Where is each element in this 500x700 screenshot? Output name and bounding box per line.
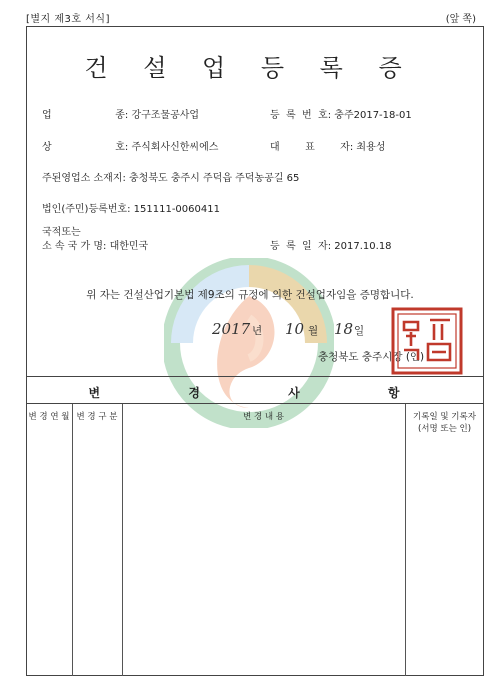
field-label: 등 록 번 호:: [270, 110, 332, 121]
field-nationality-heading: [42, 223, 81, 238]
column-divider: [122, 404, 123, 676]
field-value: 최용성: [356, 142, 386, 153]
page-side-label: (앞 쪽): [445, 14, 476, 25]
field-value: 충청북도 충주시 주덕읍 주덕농공길 65: [129, 173, 300, 184]
column-header-change-type: 변 경 구 분: [76, 412, 118, 422]
field-label: 업 종:: [42, 110, 129, 121]
column-header-change-content: 변 경 내 용: [243, 412, 284, 422]
changes-header-divider: [26, 403, 484, 404]
issuer-name: 충청북도 충주시장 (인): [318, 351, 425, 363]
year-unit: 년: [252, 325, 263, 337]
field-label: 등 록 일 자:: [270, 241, 332, 252]
field-registration-date: [270, 237, 392, 252]
field-business-type: [42, 106, 199, 121]
field-registration-number: [270, 106, 412, 121]
field-value: 대한민국: [109, 241, 149, 252]
field-value: 2017.10.18: [334, 241, 392, 252]
field-label: 대 표 자:: [270, 142, 354, 153]
column-divider: [405, 404, 406, 676]
field-value: 충주2017-18-01: [334, 110, 412, 121]
field-value: 강구조물공사업: [131, 110, 200, 121]
column-header-recorder: 기록일 및 기록자: [413, 412, 476, 422]
field-corporate-number: [42, 200, 220, 215]
field-label: 소 속 국 가 명:: [42, 241, 107, 252]
day-unit: 일: [354, 325, 365, 337]
certification-statement: 위 자는 건설산업기본법 제9조의 규정에 의한 건설업자임을 증명합니다.: [86, 289, 414, 301]
form-number-label: [별지 제3호 서식]: [26, 14, 110, 25]
field-label: 주된영업소 소재지:: [42, 173, 126, 184]
field-representative: [270, 138, 385, 153]
issue-year: 2017: [212, 320, 251, 338]
issue-month: 10: [285, 320, 305, 338]
field-label: 국적또는: [42, 227, 81, 238]
field-office-address: [42, 169, 299, 184]
certificate-title: 건 설 업 등 록 증: [84, 54, 416, 82]
field-label: 상 호:: [42, 142, 129, 153]
field-value: 151111-0060411: [133, 204, 220, 215]
field-value: 주식회사신한씨에스: [131, 142, 219, 153]
changes-section-top-border: [26, 376, 484, 377]
official-seal-stamp: [390, 306, 464, 376]
column-divider: [72, 404, 73, 676]
changes-section-title: 변 경 사 항: [88, 386, 442, 400]
month-unit: 월: [308, 325, 319, 337]
column-header-signature: (서명 또는 인): [417, 424, 472, 434]
field-nationality: [42, 237, 148, 252]
column-header-change-date: 변 경 연 월: [28, 412, 70, 422]
field-company-name: [42, 138, 218, 153]
field-label: 법인(주민)등록번호:: [42, 204, 131, 215]
issue-day: 18: [334, 320, 354, 338]
